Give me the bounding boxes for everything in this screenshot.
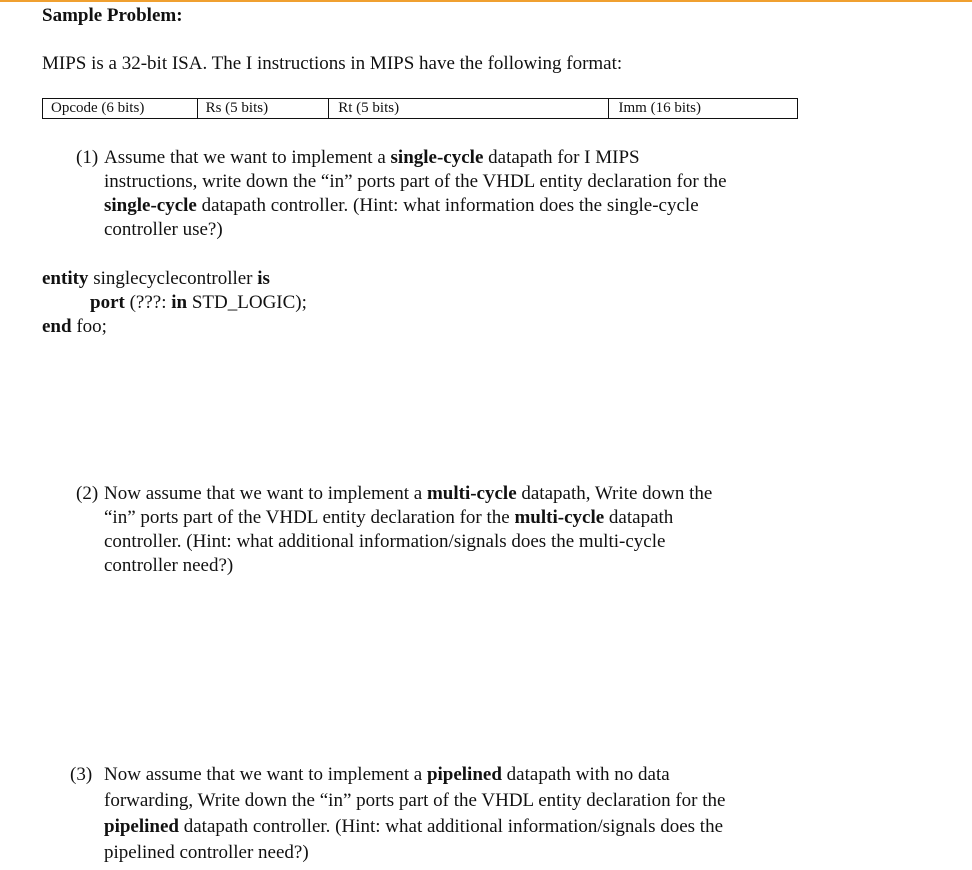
top-rule [0, 0, 972, 2]
question-3 [70, 762, 870, 866]
question-line: “in” ports part of the VHDL entity declaration for the multi-cycle datapath [104, 507, 674, 528]
question-line: Now assume that we want to implement a pipelined datapath with no data [104, 764, 670, 785]
question-line: single-cycle datapath controller. (Hint: what information does the single-cycle [104, 195, 699, 216]
question-line: pipelined controller need?) [104, 842, 309, 863]
code-line-end: end foo; [42, 316, 107, 337]
field-rt: Rt (5 bits) [329, 99, 608, 118]
question-1 [76, 146, 816, 242]
question-2 [76, 482, 816, 578]
question-number: (3) [70, 764, 93, 785]
question-number: (2) [76, 483, 99, 504]
page-title: Sample Problem: [42, 5, 183, 26]
question-number: (1) [76, 147, 99, 168]
field-opcode: Opcode (6 bits) [43, 99, 198, 118]
vhdl-code-block [42, 267, 307, 339]
field-imm: Imm (16 bits) [618, 100, 701, 116]
code-line-entity: entity singlecyclecontroller is [42, 268, 270, 289]
field-rs: Rs (5 bits) [198, 99, 330, 118]
question-line: Assume that we want to implement a single-cycle datapath for I MIPS [104, 147, 640, 168]
question-line: instructions, write down the “in” ports part of the VHDL entity declaration for the [104, 171, 727, 192]
question-line: pipelined datapath controller. (Hint: what additional information/signals does the [104, 816, 723, 837]
question-line: Now assume that we want to implement a multi-cycle datapath, Write down the [104, 483, 713, 504]
question-line: controller use?) [104, 219, 223, 240]
code-line-port: port (???: in STD_LOGIC); [90, 292, 307, 313]
question-line: controller. (Hint: what additional information/signals does the multi-cycle [104, 531, 666, 552]
instruction-format-table [42, 98, 798, 119]
question-line: forwarding, Write down the “in” ports part of the VHDL entity declaration for the [104, 790, 726, 811]
question-line: controller need?) [104, 555, 234, 576]
intro-text: MIPS is a 32-bit ISA. The I instructions in MIPS have the following format: [42, 53, 623, 74]
